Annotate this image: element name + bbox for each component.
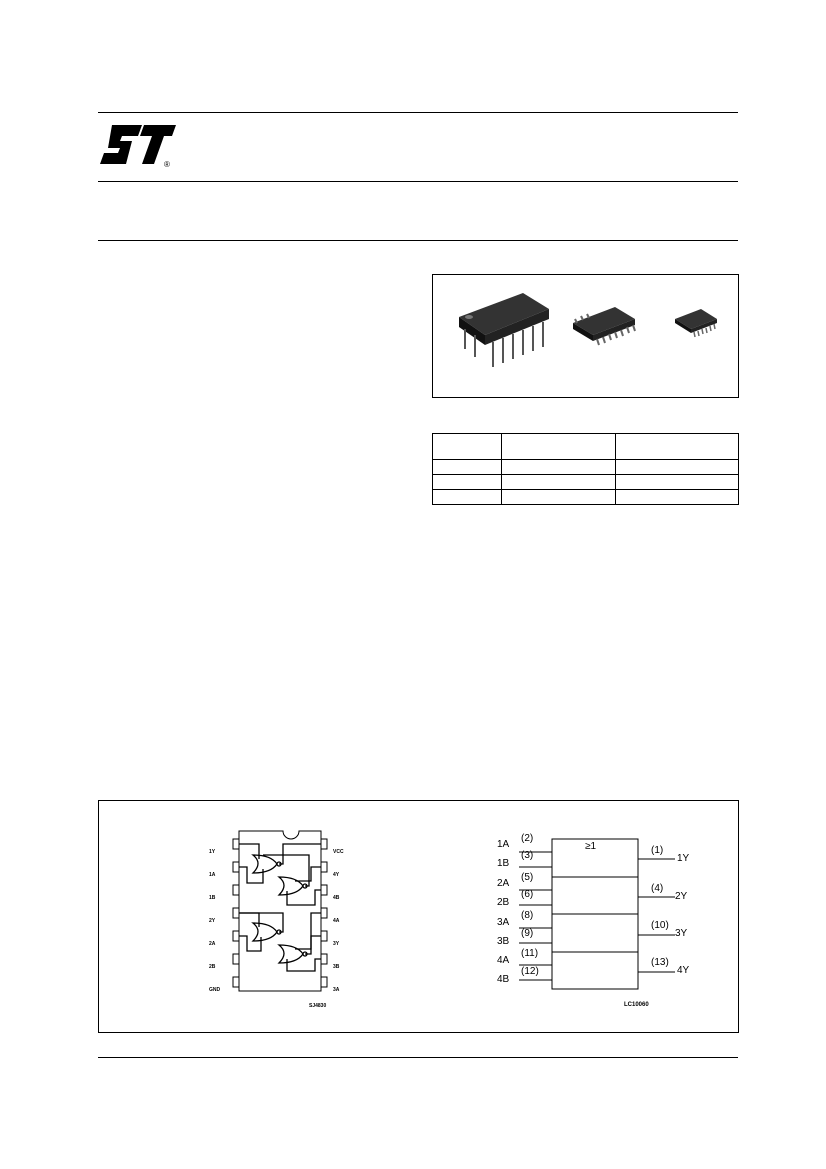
input-pin: (2) [521,833,534,844]
input-name: 1A [497,839,510,850]
top-rule [98,112,738,113]
output-pin: (4) [651,883,664,894]
so14-package-icon [569,303,639,353]
pin-labels-left [209,841,229,1002]
pin-label: 2B [209,964,216,970]
output-pin: (13) [651,957,669,968]
registered-mark: ® [164,160,170,169]
header-rule-2 [98,181,738,182]
input-name: 2B [497,897,510,908]
pin-label: VCC [333,849,344,855]
pin-label: 1B [209,895,216,901]
input-name: 4A [497,955,510,966]
table-row [433,490,739,505]
output-pin: (10) [651,920,669,931]
pin-label: 4A [333,918,340,924]
pin-label: 1Y [209,849,216,855]
dip14-package-icon [453,287,553,377]
header-rule-3 [98,240,738,241]
table-cell [433,475,502,490]
input-name: 4B [497,974,510,985]
logic-output [651,920,688,939]
pin-label: 4B [333,895,340,901]
input-pin: (12) [521,966,539,977]
table-cell [502,490,616,505]
table-cell [502,434,616,460]
gate-symbol: ≥1 [585,841,597,852]
table-row [433,475,739,490]
table-cell [502,475,616,490]
pin-label: 2Y [209,918,216,924]
logic-output [651,883,688,902]
output-name: 1Y [677,853,690,864]
order-codes-table [432,433,739,505]
pin-label: 3A [333,987,340,993]
output-name: 3Y [675,928,688,939]
st-logo [98,122,178,172]
table-cell [433,434,502,460]
table-cell [433,490,502,505]
table-row [433,460,739,475]
input-pin: (9) [521,928,534,939]
table-cell [502,460,616,475]
pin-label: 3Y [333,941,340,947]
input-name: 1B [497,858,510,869]
logic-symbol-code: LC10060 [624,1002,649,1008]
table-cell [616,460,739,475]
pin-label: 3B [333,964,340,970]
input-pin: (3) [521,850,534,861]
table-cell [616,475,739,490]
output-name: 2Y [675,891,688,902]
table-cell [616,434,739,460]
input-pin: (8) [521,910,534,921]
logic-symbol [497,831,697,1001]
logic-input [497,966,539,985]
input-name: 3B [497,936,510,947]
input-pin: (6) [521,889,534,900]
logic-input [497,872,534,889]
pin-diagram-code: SJ4830 [309,1003,327,1009]
pin-connection-box [98,800,739,1033]
output-pin: (1) [651,845,664,856]
logic-input [497,889,534,908]
input-pin: (11) [521,948,539,959]
logic-input [497,928,534,947]
logic-input [497,910,534,928]
pin-labels-right [333,841,353,1002]
input-name: 3A [497,917,510,928]
table-row [433,434,739,460]
pin-label: 1A [209,872,216,878]
package-images [432,274,739,398]
logic-output [651,957,690,976]
pin-label: 2A [209,941,216,947]
logic-input [497,850,534,869]
table-cell [433,460,502,475]
output-name: 4Y [677,965,690,976]
pin-label: 4Y [333,872,340,878]
input-pin: (5) [521,872,534,883]
table-cell [616,490,739,505]
logic-output [651,845,690,864]
tssop14-package-icon [671,305,721,345]
logic-input [497,833,534,850]
pin-label: GND [209,987,221,993]
footer-rule [98,1057,738,1058]
logic-input [497,948,539,966]
input-name: 2A [497,878,510,889]
